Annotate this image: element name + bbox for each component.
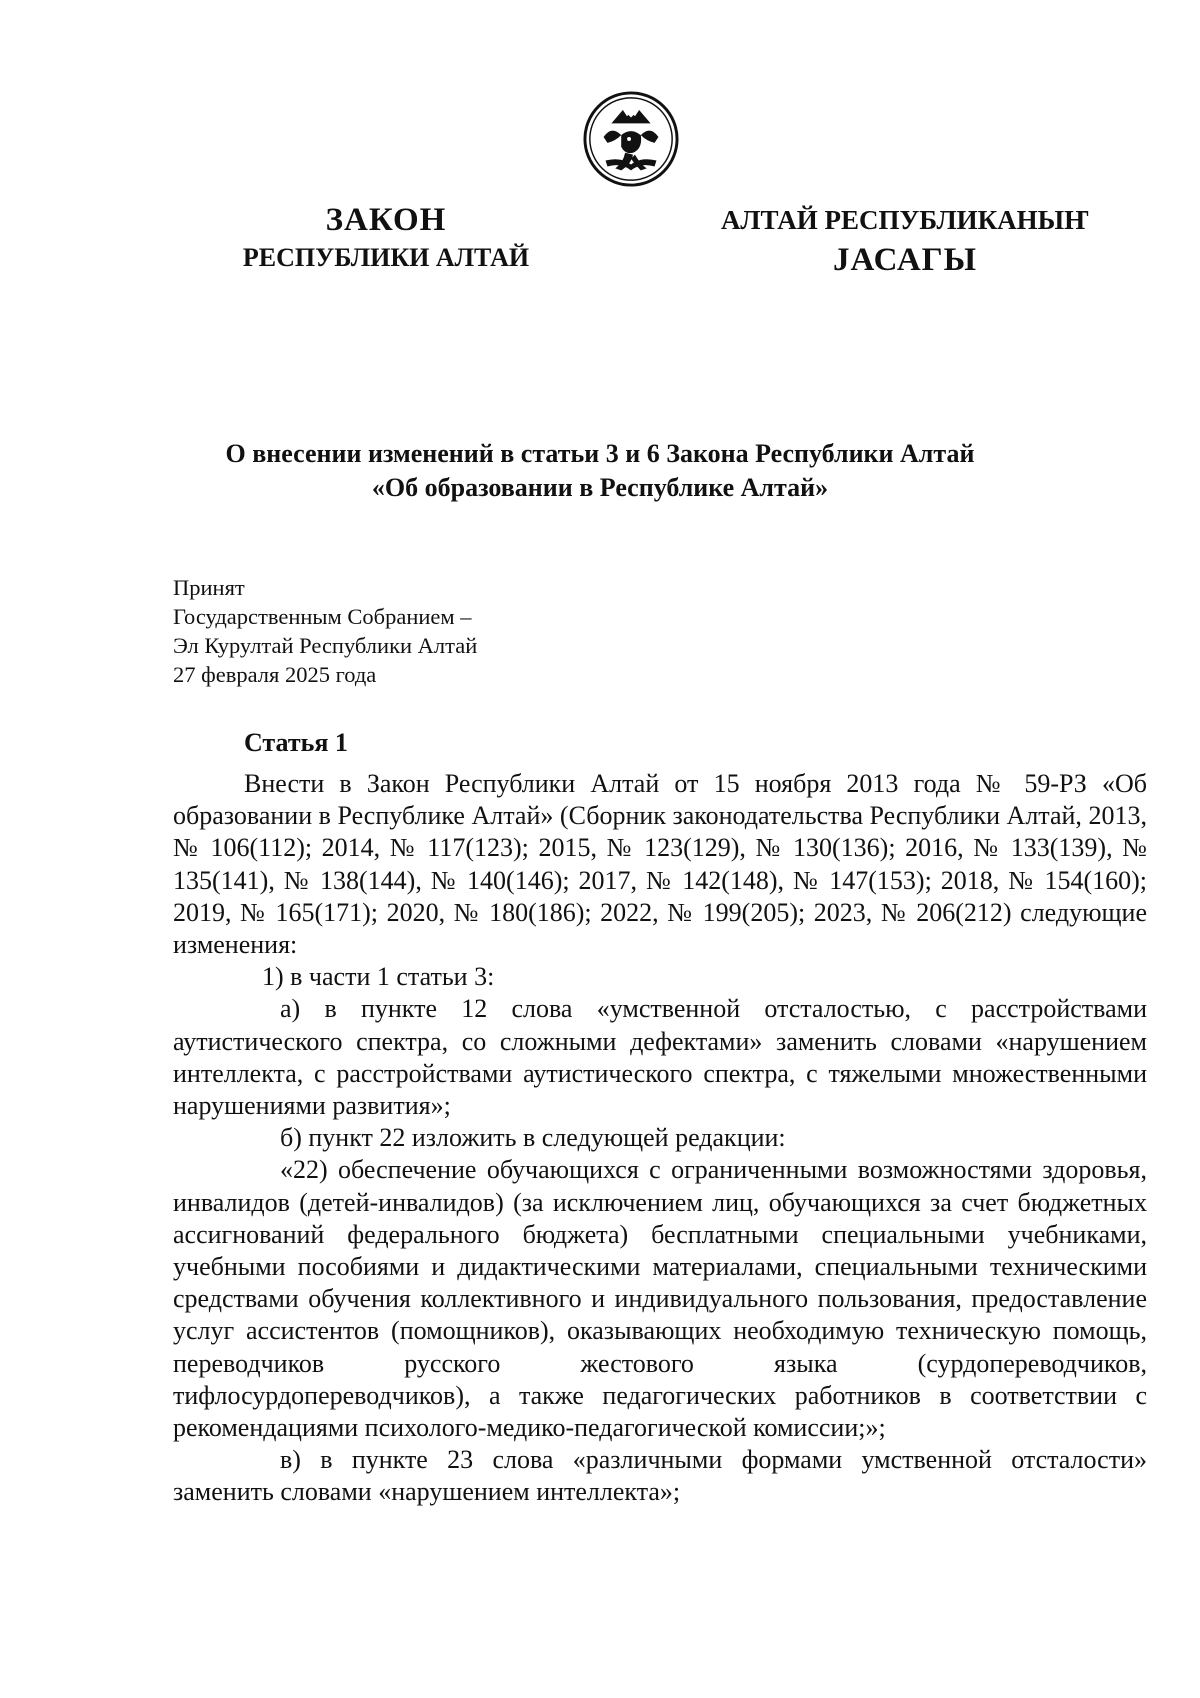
- article-paragraph: Внести в Закон Республики Алтай от 15 ноября 2013 года № 59-РЗ «Об образовании в Республике Алтай» (Сборник законодательства Республики Алтай, 2013, № 106(112); 2014, № 117(123); 2015, № 123(129), № 130(136); 2016, № 133(139), № 135(141), № 138(144), № 140(146); 2017, № 142(148), № 147(153); 2018, № 154(160); 2019, № 165(171); 2020, № 180(186); 2022, № 199(205); 2023, № 206(212) следующие изменения:: [173, 769, 1147, 960]
- article-paragraph: б) пункт 22 изложить в следующей редакции:: [280, 1123, 786, 1153]
- header-right: [690, 200, 1120, 280]
- law-title-line-2: «Об образовании в Республике Алтай»: [371, 473, 829, 502]
- adoption-line-3: Эл Курултай Республики Алтай: [173, 633, 478, 658]
- article-paragraph: «22) обеспечение обучающихся с ограниченными возможностями здоровья, инвалидов (детей-инвалидов) (за исключением лиц, обучающихся за счет бюджетных ассигнований федерального бюджета) бесплатными специальными учебниками, учебными пособиями и дидактическими материалами, специальными техническими средствами обучения коллективного и индивидуального пользования, предоставление услуг ассистентов (помощников), оказывающих необходимую техническую помощь, переводчиков русского жестового языка (сурдопереводчиков, тифлосурдопереводчиков), а также педагогических работников в соответствии с рекомендациями психолого-медико-педагогической комиссии;»;: [173, 1155, 1147, 1443]
- header-left: [186, 200, 586, 276]
- header-left-title: ЗАКОН: [325, 202, 447, 238]
- adoption-note: [173, 573, 477, 689]
- article-paragraph: в) в пункте 23 слова «различными формами умственной отсталости» заменить словами «нарушением интеллекта»;: [173, 1445, 1147, 1507]
- header-right-title: ЈАСАГЫ: [832, 242, 978, 278]
- adoption-line-2: Государственным Собранием –: [173, 604, 472, 629]
- article-paragraph: 1) в части 1 статьи 3:: [262, 962, 495, 992]
- header-left-subtitle: РЕСПУБЛИКИ АЛТАЙ: [242, 243, 530, 272]
- article-1-heading: Статья 1: [244, 728, 348, 757]
- article-paragraph: а) в пункте 12 слова «умственной отсталостью, с расстройствами аутистического спектра, со сложными дефектами» заменить словами «нарушением интеллекта, с расстройствами аутистического спектра, с тяжелыми множественными нарушениями развития»;: [173, 994, 1147, 1121]
- adoption-date: 27 февраля 2025 года: [173, 662, 377, 687]
- law-title-line-1: О внесении изменений в статьи 3 и 6 Закона Республики Алтай: [225, 439, 975, 468]
- adoption-line-1: Принят: [173, 575, 245, 600]
- article-1-body: [173, 768, 1147, 1509]
- law-title: [120, 437, 1080, 505]
- header-right-subtitle: АЛТАЙ РЕСПУБЛИКАНЫҤ: [720, 205, 1090, 235]
- coat-of-arms-icon: [582, 90, 680, 188]
